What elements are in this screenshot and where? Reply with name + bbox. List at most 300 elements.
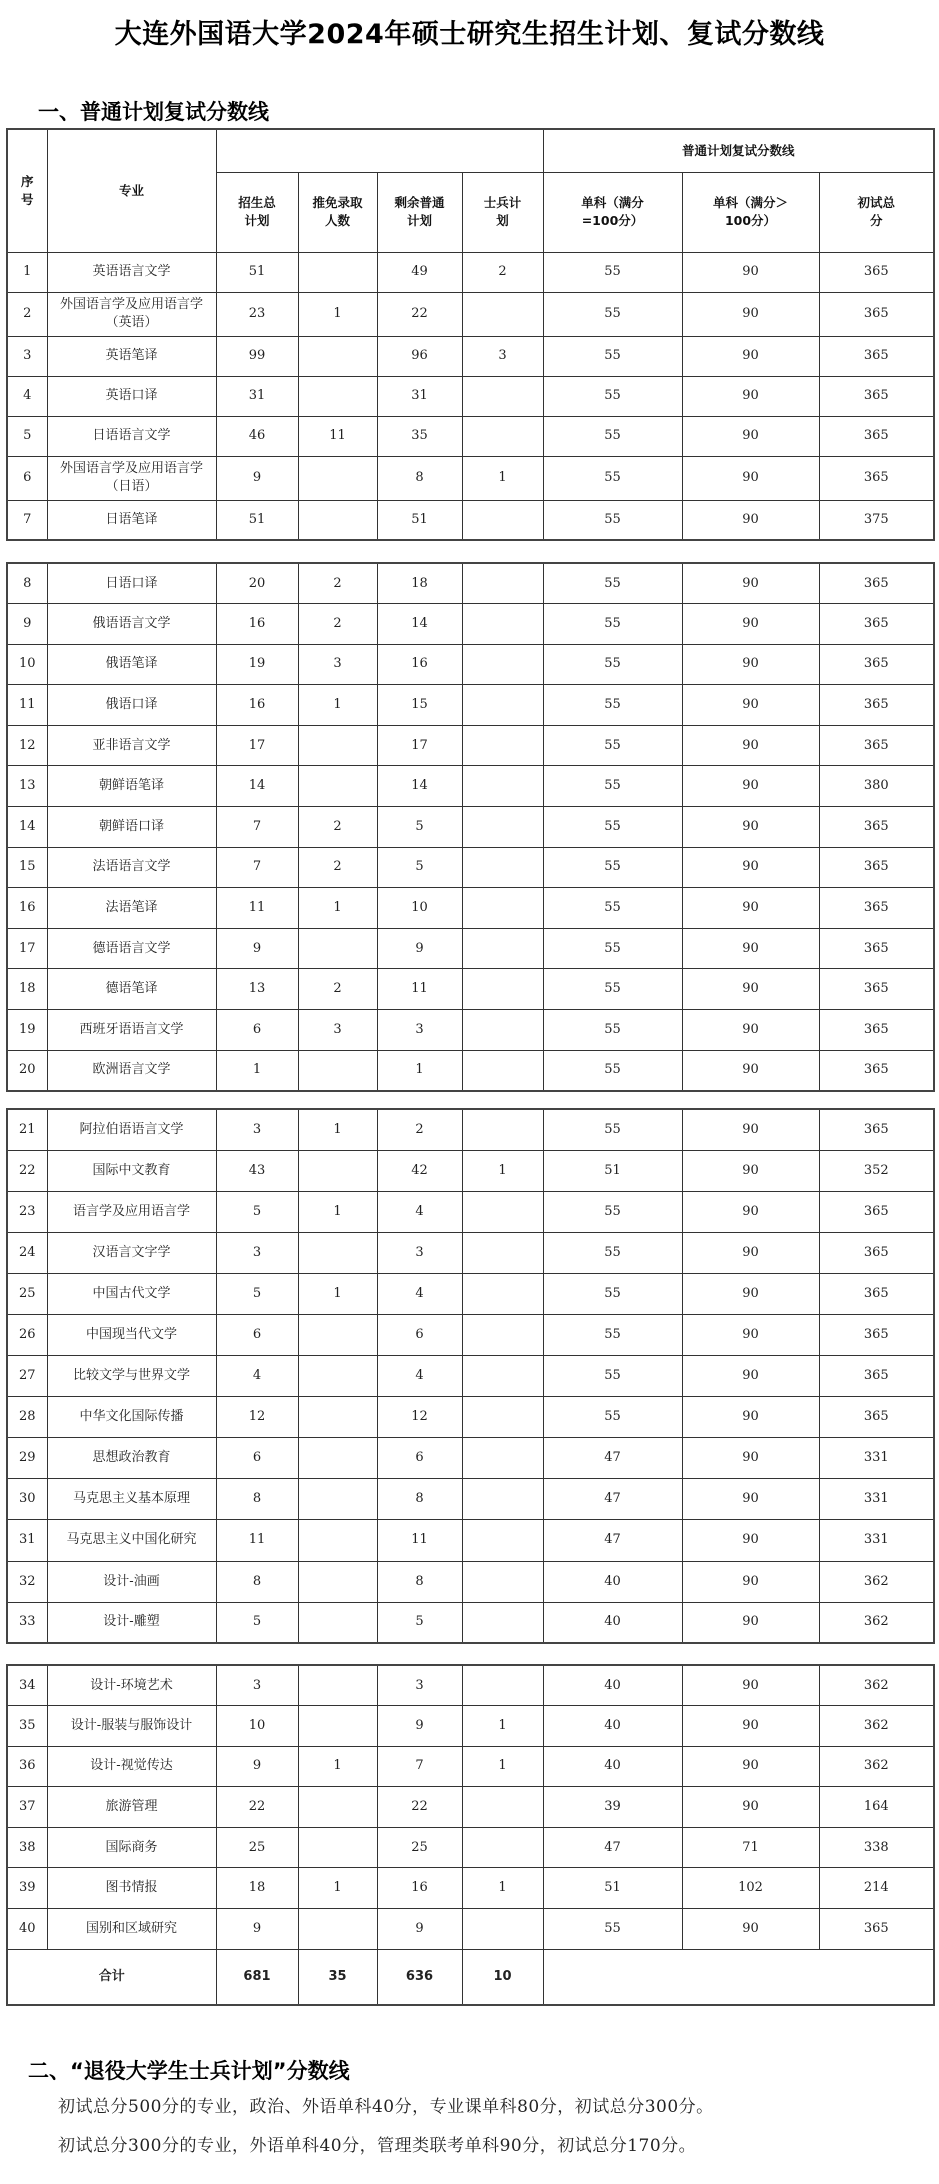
row-exempt <box>298 1314 377 1355</box>
row-initial-total: 365 <box>819 1909 934 1950</box>
row-exempt <box>298 1706 377 1747</box>
row-exempt <box>298 1050 377 1091</box>
row-single-100: 55 <box>543 685 682 726</box>
row-total-plan: 4 <box>216 1356 298 1397</box>
row-remaining: 16 <box>377 1868 462 1909</box>
row-total-plan: 9 <box>216 928 298 969</box>
header-plan-group-blank <box>216 129 543 172</box>
score-table-segment-4 <box>6 1664 935 2006</box>
row-exempt <box>298 1787 377 1828</box>
row-remaining: 3 <box>377 1665 462 1706</box>
row-remaining: 16 <box>377 644 462 685</box>
row-exempt <box>298 725 377 766</box>
row-exempt <box>298 1438 377 1479</box>
row-remaining: 4 <box>377 1356 462 1397</box>
row-single-over100: 90 <box>682 376 819 416</box>
row-remaining: 8 <box>377 1561 462 1602</box>
row-initial-total: 365 <box>819 1191 934 1232</box>
row-single-over100: 90 <box>682 1479 819 1520</box>
row-soldier <box>462 969 543 1010</box>
row-single-over100: 90 <box>682 336 819 376</box>
row-single-100: 40 <box>543 1561 682 1602</box>
row-remaining: 3 <box>377 1010 462 1051</box>
row-soldier <box>462 847 543 888</box>
row-total-plan: 9 <box>216 1746 298 1787</box>
row-single-100: 55 <box>543 376 682 416</box>
row-major: 国际中文教育 <box>47 1150 216 1191</box>
table-row <box>7 1665 934 1706</box>
row-single-over100: 90 <box>682 1050 819 1091</box>
row-index: 11 <box>7 685 47 726</box>
row-total-plan: 99 <box>216 336 298 376</box>
row-single-over100: 90 <box>682 563 819 604</box>
row-total-plan: 5 <box>216 1273 298 1314</box>
row-major: 设计-雕塑 <box>47 1602 216 1643</box>
row-initial-total: 365 <box>819 969 934 1010</box>
row-soldier <box>462 563 543 604</box>
row-initial-total: 365 <box>819 928 934 969</box>
row-single-100: 55 <box>543 644 682 685</box>
row-total-plan: 46 <box>216 416 298 456</box>
row-exempt: 1 <box>298 1191 377 1232</box>
row-index: 32 <box>7 1561 47 1602</box>
table-row <box>7 1109 934 1150</box>
row-exempt <box>298 1909 377 1950</box>
row-single-over100: 90 <box>682 1706 819 1747</box>
table-row <box>7 1438 934 1479</box>
row-index: 9 <box>7 604 47 645</box>
row-remaining: 11 <box>377 969 462 1010</box>
row-initial-total: 362 <box>819 1746 934 1787</box>
row-total-plan: 8 <box>216 1479 298 1520</box>
row-exempt <box>298 500 377 540</box>
row-single-over100: 71 <box>682 1827 819 1868</box>
row-remaining: 18 <box>377 563 462 604</box>
row-index: 39 <box>7 1868 47 1909</box>
row-single-over100: 90 <box>682 847 819 888</box>
row-single-100: 55 <box>543 807 682 848</box>
score-table-segment-2 <box>6 562 935 1092</box>
row-major: 法语语言文学 <box>47 847 216 888</box>
header-exempt: 推免录取人数 <box>298 172 377 252</box>
row-total-plan: 19 <box>216 644 298 685</box>
row-single-over100: 90 <box>682 1010 819 1051</box>
row-remaining: 14 <box>377 766 462 807</box>
row-initial-total: 365 <box>819 1273 934 1314</box>
table-row <box>7 1706 934 1747</box>
row-soldier <box>462 1191 543 1232</box>
row-index: 17 <box>7 928 47 969</box>
row-index: 36 <box>7 1746 47 1787</box>
row-total-plan: 6 <box>216 1010 298 1051</box>
table-row <box>7 376 934 416</box>
row-major: 日语笔译 <box>47 500 216 540</box>
row-initial-total: 365 <box>819 336 934 376</box>
row-single-over100: 90 <box>682 1273 819 1314</box>
row-single-over100: 90 <box>682 685 819 726</box>
row-index: 23 <box>7 1191 47 1232</box>
row-single-over100: 90 <box>682 928 819 969</box>
row-soldier <box>462 685 543 726</box>
row-major: 设计-视觉传达 <box>47 1746 216 1787</box>
row-single-100: 55 <box>543 336 682 376</box>
row-index: 29 <box>7 1438 47 1479</box>
row-index: 34 <box>7 1665 47 1706</box>
row-initial-total: 365 <box>819 807 934 848</box>
row-exempt: 2 <box>298 807 377 848</box>
row-exempt <box>298 1356 377 1397</box>
row-major: 西班牙语语言文学 <box>47 1010 216 1051</box>
row-single-over100: 90 <box>682 1150 819 1191</box>
table-row <box>7 1191 934 1232</box>
row-remaining: 5 <box>377 807 462 848</box>
row-soldier <box>462 725 543 766</box>
row-single-100: 55 <box>543 847 682 888</box>
row-major: 德语笔译 <box>47 969 216 1010</box>
row-single-over100: 90 <box>682 1438 819 1479</box>
row-index: 30 <box>7 1479 47 1520</box>
row-initial-total: 362 <box>819 1561 934 1602</box>
row-exempt <box>298 766 377 807</box>
row-remaining: 5 <box>377 847 462 888</box>
table-row <box>7 1232 934 1273</box>
row-remaining: 31 <box>377 376 462 416</box>
row-index: 2 <box>7 292 47 336</box>
row-major: 设计-服装与服饰设计 <box>47 1706 216 1747</box>
row-index: 27 <box>7 1356 47 1397</box>
row-soldier: 1 <box>462 1868 543 1909</box>
score-table-segment-1 <box>6 128 935 541</box>
row-single-100: 55 <box>543 292 682 336</box>
row-index: 10 <box>7 644 47 685</box>
row-soldier <box>462 1787 543 1828</box>
total-remaining-sum: 636 <box>377 1949 462 2005</box>
row-soldier: 1 <box>462 1746 543 1787</box>
row-single-100: 47 <box>543 1520 682 1561</box>
row-total-plan: 7 <box>216 847 298 888</box>
row-single-100: 55 <box>543 969 682 1010</box>
score-table-segment-3 <box>6 1108 935 1644</box>
row-total-plan: 23 <box>216 292 298 336</box>
row-major: 俄语口译 <box>47 685 216 726</box>
row-single-over100: 90 <box>682 604 819 645</box>
row-soldier <box>462 500 543 540</box>
row-total-plan: 3 <box>216 1232 298 1273</box>
row-index: 26 <box>7 1314 47 1355</box>
row-single-over100: 90 <box>682 888 819 929</box>
row-initial-total: 362 <box>819 1706 934 1747</box>
row-major: 英语语言文学 <box>47 252 216 292</box>
row-major: 德语语言文学 <box>47 928 216 969</box>
row-soldier <box>462 1314 543 1355</box>
row-single-100: 55 <box>543 1050 682 1091</box>
table-row <box>7 1909 934 1950</box>
row-major: 日语口译 <box>47 563 216 604</box>
row-remaining: 51 <box>377 500 462 540</box>
row-soldier <box>462 766 543 807</box>
row-index: 8 <box>7 563 47 604</box>
row-index: 21 <box>7 1109 47 1150</box>
row-remaining: 96 <box>377 336 462 376</box>
row-index: 22 <box>7 1150 47 1191</box>
row-index: 24 <box>7 1232 47 1273</box>
table-row <box>7 1602 934 1643</box>
row-initial-total: 362 <box>819 1602 934 1643</box>
section-heading-regular-plan: 一、普通计划复试分数线 <box>38 100 269 124</box>
row-single-over100: 102 <box>682 1868 819 1909</box>
row-major: 外国语言学及应用语言学（日语） <box>47 456 216 500</box>
row-total-plan: 9 <box>216 456 298 500</box>
row-total-plan: 3 <box>216 1665 298 1706</box>
row-soldier <box>462 1050 543 1091</box>
row-single-over100: 90 <box>682 1191 819 1232</box>
row-remaining: 8 <box>377 456 462 500</box>
table-row <box>7 969 934 1010</box>
row-initial-total: 365 <box>819 644 934 685</box>
row-remaining: 3 <box>377 1232 462 1273</box>
row-initial-total: 365 <box>819 685 934 726</box>
table-row <box>7 766 934 807</box>
row-index: 13 <box>7 766 47 807</box>
row-exempt: 2 <box>298 563 377 604</box>
row-single-over100: 90 <box>682 416 819 456</box>
row-initial-total: 365 <box>819 1232 934 1273</box>
table-row <box>7 1827 934 1868</box>
row-major: 英语笔译 <box>47 336 216 376</box>
row-soldier <box>462 1827 543 1868</box>
header-single-100: 单科（满分=100分） <box>543 172 682 252</box>
row-single-over100: 90 <box>682 456 819 500</box>
row-index: 35 <box>7 1706 47 1747</box>
row-total-plan: 6 <box>216 1438 298 1479</box>
row-exempt: 2 <box>298 847 377 888</box>
row-major: 思想政治教育 <box>47 1438 216 1479</box>
row-major: 国别和区域研究 <box>47 1909 216 1950</box>
row-major: 设计-油画 <box>47 1561 216 1602</box>
row-single-100: 55 <box>543 766 682 807</box>
row-exempt <box>298 1827 377 1868</box>
row-single-100: 40 <box>543 1746 682 1787</box>
row-index: 18 <box>7 969 47 1010</box>
row-single-100: 55 <box>543 928 682 969</box>
row-major: 汉语言文字学 <box>47 1232 216 1273</box>
row-soldier <box>462 1010 543 1051</box>
row-initial-total: 365 <box>819 725 934 766</box>
table-row <box>7 1868 934 1909</box>
row-remaining: 25 <box>377 1827 462 1868</box>
row-single-over100: 90 <box>682 1665 819 1706</box>
row-soldier: 2 <box>462 252 543 292</box>
row-soldier <box>462 1602 543 1643</box>
row-exempt <box>298 1232 377 1273</box>
row-major: 日语语言文学 <box>47 416 216 456</box>
row-exempt: 1 <box>298 1109 377 1150</box>
row-initial-total: 365 <box>819 1397 934 1438</box>
table-row <box>7 1787 934 1828</box>
row-remaining: 12 <box>377 1397 462 1438</box>
total-label: 合计 <box>7 1949 216 2005</box>
row-remaining: 17 <box>377 725 462 766</box>
row-initial-total: 365 <box>819 604 934 645</box>
row-total-plan: 5 <box>216 1602 298 1643</box>
row-total-plan: 13 <box>216 969 298 1010</box>
row-single-100: 55 <box>543 888 682 929</box>
row-initial-total: 362 <box>819 1665 934 1706</box>
row-single-over100: 90 <box>682 969 819 1010</box>
row-initial-total: 365 <box>819 1050 934 1091</box>
row-single-100: 55 <box>543 500 682 540</box>
row-single-100: 55 <box>543 252 682 292</box>
row-soldier <box>462 1397 543 1438</box>
table-row <box>7 456 934 500</box>
row-initial-total: 365 <box>819 292 934 336</box>
row-soldier: 3 <box>462 336 543 376</box>
table-row <box>7 1356 934 1397</box>
row-total-plan: 20 <box>216 563 298 604</box>
row-remaining: 14 <box>377 604 462 645</box>
row-index: 33 <box>7 1602 47 1643</box>
row-major: 俄语语言文学 <box>47 604 216 645</box>
row-soldier <box>462 376 543 416</box>
row-single-over100: 90 <box>682 1787 819 1828</box>
row-initial-total: 380 <box>819 766 934 807</box>
row-soldier <box>462 1356 543 1397</box>
row-index: 31 <box>7 1520 47 1561</box>
table-row <box>7 1010 934 1051</box>
row-total-plan: 14 <box>216 766 298 807</box>
row-total-plan: 22 <box>216 1787 298 1828</box>
row-initial-total: 352 <box>819 1150 934 1191</box>
row-total-plan: 16 <box>216 685 298 726</box>
row-single-100: 55 <box>543 1273 682 1314</box>
row-single-100: 40 <box>543 1706 682 1747</box>
row-major: 马克思主义中国化研究 <box>47 1520 216 1561</box>
table-row <box>7 604 934 645</box>
row-exempt: 2 <box>298 604 377 645</box>
row-remaining: 11 <box>377 1520 462 1561</box>
row-soldier: 1 <box>462 1706 543 1747</box>
row-major: 语言学及应用语言学 <box>47 1191 216 1232</box>
row-major: 阿拉伯语语言文学 <box>47 1109 216 1150</box>
row-index: 1 <box>7 252 47 292</box>
row-total-plan: 25 <box>216 1827 298 1868</box>
row-remaining: 4 <box>377 1191 462 1232</box>
row-major: 马克思主义基本原理 <box>47 1479 216 1520</box>
row-initial-total: 365 <box>819 563 934 604</box>
row-initial-total: 365 <box>819 847 934 888</box>
row-exempt <box>298 1397 377 1438</box>
row-total-plan: 3 <box>216 1109 298 1150</box>
row-single-100: 55 <box>543 1397 682 1438</box>
row-remaining: 1 <box>377 1050 462 1091</box>
row-total-plan: 16 <box>216 604 298 645</box>
row-soldier <box>462 1232 543 1273</box>
row-soldier <box>462 1109 543 1150</box>
row-single-100: 39 <box>543 1787 682 1828</box>
total-row <box>7 1949 934 2005</box>
table-row <box>7 1397 934 1438</box>
table-row <box>7 1561 934 1602</box>
row-index: 20 <box>7 1050 47 1091</box>
row-initial-total: 331 <box>819 1479 934 1520</box>
veteran-note-500: 初试总分500分的专业，政治、外语单科40分，专业课单科80分，初试总分300分。 <box>58 2097 714 2117</box>
row-remaining: 10 <box>377 888 462 929</box>
row-single-100: 55 <box>543 563 682 604</box>
table-row <box>7 416 934 456</box>
row-total-plan: 5 <box>216 1191 298 1232</box>
row-soldier <box>462 1909 543 1950</box>
row-single-100: 55 <box>543 725 682 766</box>
row-major: 国际商务 <box>47 1827 216 1868</box>
table-row <box>7 1479 934 1520</box>
row-major: 中华文化国际传播 <box>47 1397 216 1438</box>
row-index: 6 <box>7 456 47 500</box>
row-exempt: 3 <box>298 1010 377 1051</box>
total-soldier-sum: 10 <box>462 1949 543 2005</box>
row-major: 中国古代文学 <box>47 1273 216 1314</box>
row-major: 朝鲜语口译 <box>47 807 216 848</box>
row-index: 15 <box>7 847 47 888</box>
table-row <box>7 807 934 848</box>
row-single-over100: 90 <box>682 1109 819 1150</box>
row-single-100: 55 <box>543 1010 682 1051</box>
row-remaining: 22 <box>377 1787 462 1828</box>
row-single-100: 47 <box>543 1827 682 1868</box>
header-soldier: 士兵计划 <box>462 172 543 252</box>
row-initial-total: 365 <box>819 1109 934 1150</box>
row-single-over100: 90 <box>682 1909 819 1950</box>
row-exempt: 11 <box>298 416 377 456</box>
row-single-100: 55 <box>543 1909 682 1950</box>
row-soldier <box>462 1438 543 1479</box>
header-initial-total: 初试总分 <box>819 172 934 252</box>
row-total-plan: 43 <box>216 1150 298 1191</box>
table-row <box>7 1050 934 1091</box>
row-exempt <box>298 252 377 292</box>
row-exempt <box>298 1665 377 1706</box>
table-row <box>7 644 934 685</box>
row-single-over100: 90 <box>682 807 819 848</box>
row-remaining: 9 <box>377 1706 462 1747</box>
row-initial-total: 365 <box>819 252 934 292</box>
row-total-plan: 11 <box>216 1520 298 1561</box>
row-major: 俄语笔译 <box>47 644 216 685</box>
row-index: 28 <box>7 1397 47 1438</box>
total-plan-sum: 681 <box>216 1949 298 2005</box>
row-single-100: 55 <box>543 604 682 645</box>
row-single-over100: 90 <box>682 644 819 685</box>
row-exempt <box>298 1479 377 1520</box>
row-soldier <box>462 807 543 848</box>
table-row <box>7 847 934 888</box>
row-initial-total: 338 <box>819 1827 934 1868</box>
row-total-plan: 12 <box>216 1397 298 1438</box>
total-exempt-sum: 35 <box>298 1949 377 2005</box>
row-exempt <box>298 928 377 969</box>
row-total-plan: 17 <box>216 725 298 766</box>
row-total-plan: 18 <box>216 1868 298 1909</box>
header-major: 专业 <box>47 129 216 252</box>
row-remaining: 15 <box>377 685 462 726</box>
table-row <box>7 685 934 726</box>
row-exempt <box>298 1520 377 1561</box>
row-remaining: 22 <box>377 292 462 336</box>
row-remaining: 42 <box>377 1150 462 1191</box>
row-initial-total: 365 <box>819 1356 934 1397</box>
row-remaining: 2 <box>377 1109 462 1150</box>
row-index: 37 <box>7 1787 47 1828</box>
row-remaining: 6 <box>377 1438 462 1479</box>
